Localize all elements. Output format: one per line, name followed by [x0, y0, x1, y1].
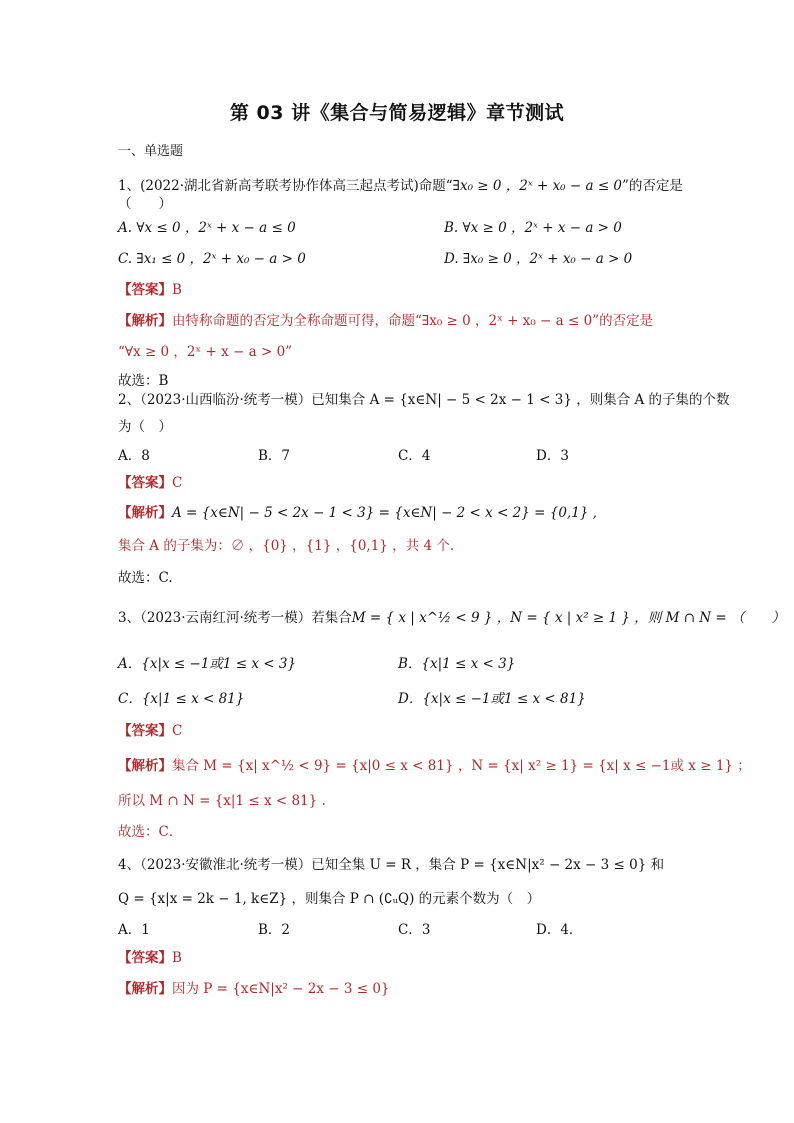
q1-answer-value: B	[172, 282, 182, 298]
q1-analysis-text: 由特称命题的否定为全称命题可得，命题“∃x₀ ≥ 0 ，2ˣ + x₀ − a ≤ 0”的否定是	[172, 313, 654, 329]
q3-stem	[118, 606, 785, 626]
q4-answer-value: B	[172, 950, 182, 966]
q1-analysis-label: 【解析】	[118, 313, 172, 329]
q4-analysis-text: 因为 P = {x∈N|x² − 2x − 3 ≤ 0}	[172, 981, 390, 997]
q3-answer-label: 【答案】	[118, 723, 172, 739]
q4-stem-2: Q = {x|x = 2k − 1, k∈Z} ，则集合 P ∩ (∁ᵤQ) 的元素个数为（ ）	[118, 891, 541, 907]
q4-option-b: B．2	[258, 922, 291, 938]
q3-answer-value: C	[172, 723, 183, 739]
q2-analysis-text: A = {x∈N| − 5 < 2x − 1 < 3} = {x∈N| − 2 < x < 2} = {0,1} ,	[172, 505, 597, 521]
q3-analysis-text: 集合 M = {x| x^½ < 9} = {x|0 ≤ x < 81} ，N = {x| x² ≥ 1} = {x| x ≤ −1或 x ≥ 1} ；	[172, 758, 751, 774]
q1-option-b: B. ∀x ≥ 0 ，2ˣ + x − a > 0	[444, 220, 622, 236]
q1-answer	[118, 278, 182, 298]
q3-analysis-2: 所以 M ∩ N = {x|1 ≤ x < 81} .	[118, 793, 326, 809]
q1-analysis	[118, 309, 653, 329]
q1-stem-a: 1、(2022·湖北省新高考联考协作体高三起点考试)命题“	[118, 178, 453, 194]
q1-stem	[118, 174, 683, 194]
q4-answer	[118, 946, 182, 966]
q1-option-a: A. ∀x ≤ 0 ，2ˣ + x − a ≤ 0	[118, 220, 296, 236]
q2-option-a: A．8	[118, 448, 150, 464]
q3-stem-math: M = { x | x^½ < 9 } ，N = { x | x² ≥ 1 } ，则 M ∩ N = （ ）	[351, 610, 786, 626]
q4-analysis-label: 【解析】	[118, 981, 172, 997]
q4-option-a: A．1	[118, 922, 150, 938]
q3-stem-a: 3、（2023·云南红河·统考一模）若集合	[118, 610, 352, 626]
q4-stem: 4、（2023·安徽淮北·统考一模）已知全集 U = R ，集合 P = {x∈N|x² − 2x − 3 ≤ 0} 和	[118, 857, 665, 873]
q3-option-b: B．{x|1 ≤ x < 3}	[398, 656, 516, 672]
q2-conclusion: 故选：C.	[118, 570, 173, 586]
q2-analysis	[118, 501, 597, 521]
q2-stem-2: 为（ ）	[118, 419, 172, 435]
q2-option-c: C．4	[398, 448, 431, 464]
q2-option-d: D．3	[536, 448, 569, 464]
q2-answer-label: 【答案】	[118, 475, 172, 491]
q3-option-d: D．{x|x ≤ −1或1 ≤ x < 81}	[398, 691, 586, 707]
q3-conclusion: 故选：C．	[118, 824, 183, 840]
q2-answer	[118, 471, 182, 491]
q3-answer	[118, 719, 182, 739]
q4-option-d: D．4．	[536, 922, 583, 938]
q3-option-a: A．{x|x ≤ −1或1 ≤ x < 3}	[118, 656, 297, 672]
q2-answer-value: C	[172, 475, 183, 491]
q4-analysis	[118, 977, 390, 997]
q2-analysis-2: 集合 A 的子集为：∅ ，{0} ，{1} ，{0,1} ，共 4 个.	[118, 538, 455, 554]
q1-stem-math: ∃x₀ ≥ 0 ，2ˣ + x₀ − a ≤ 0	[452, 178, 623, 194]
q1-conclusion: 故选：B	[118, 373, 169, 389]
section-heading: 一、单选题	[118, 144, 184, 159]
q3-analysis	[118, 754, 751, 774]
q2-stem: 2、（2023·山西临汾·统考一模）已知集合 A = {x∈N| − 5 < 2x − 1 < 3} ，则集合 A 的子集的个数	[118, 392, 730, 408]
q2-option-b: B．7	[258, 448, 291, 464]
q1-option-c: C. ∃x₁ ≤ 0 ，2ˣ + x₀ − a > 0	[118, 251, 306, 267]
q1-answer-label: 【答案】	[118, 282, 172, 298]
q4-option-c: C．3	[398, 922, 431, 938]
q1-option-d: D. ∃x₀ ≥ 0 ，2ˣ + x₀ − a > 0	[444, 251, 633, 267]
q3-analysis-label: 【解析】	[118, 758, 172, 774]
q3-option-c: C．{x|1 ≤ x < 81}	[118, 691, 245, 707]
q1-stem-b: ”的否定是	[622, 178, 683, 194]
q1-analysis-2: “∀x ≥ 0 ，2ˣ + x − a > 0”	[118, 344, 293, 360]
q4-answer-label: 【答案】	[118, 950, 172, 966]
page-title: 第 03 讲《集合与简易逻辑》章节测试	[229, 102, 565, 124]
q1-stem-paren: （ ）	[118, 196, 172, 212]
q2-analysis-label: 【解析】	[118, 505, 172, 521]
